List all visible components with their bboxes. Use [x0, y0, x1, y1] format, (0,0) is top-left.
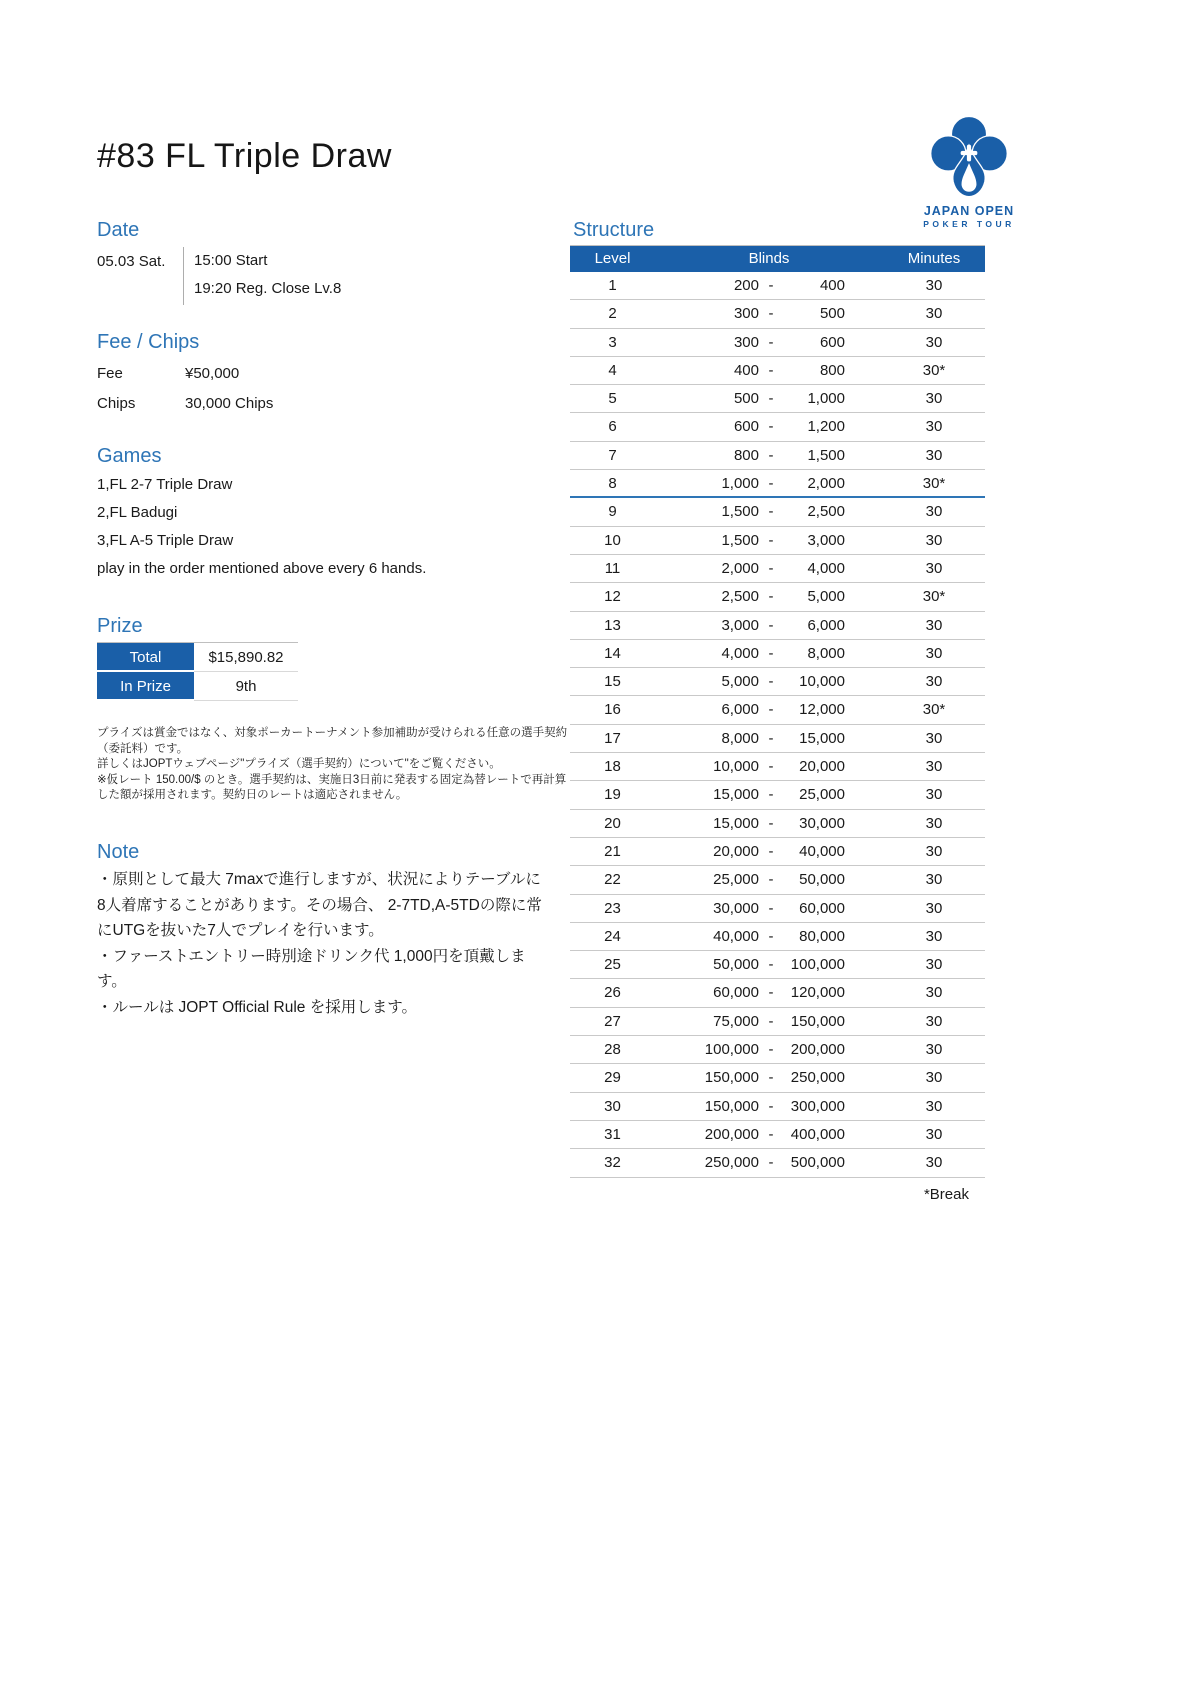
level-cell: 6	[608, 418, 617, 436]
minutes-cell: 30	[925, 786, 943, 804]
date-body	[97, 247, 557, 305]
big-blind-value: 60,000	[799, 899, 845, 917]
blinds-cell	[655, 951, 883, 978]
structure-table-body	[570, 272, 985, 1178]
blinds-cell	[655, 1121, 883, 1148]
page-title: #83 FL Triple Draw	[97, 137, 392, 175]
blinds-dash: -	[768, 390, 774, 408]
minutes-cell: 30	[925, 673, 943, 691]
structure-row	[570, 385, 985, 413]
minutes-cell: 30	[925, 927, 943, 945]
small-blind-value: 8,000	[721, 729, 759, 747]
logo-text-poker-tour: POKER TOUR	[923, 219, 1015, 229]
big-blind-value: 30,000	[799, 814, 845, 832]
minutes-cell: 30	[925, 729, 943, 747]
game-item: 2,FL Badugi	[97, 504, 178, 521]
blinds-dash: -	[768, 305, 774, 323]
level-cell: 9	[608, 503, 617, 521]
structure-row	[570, 725, 985, 753]
small-blind-value: 400	[733, 361, 759, 379]
level-cell: 3	[608, 333, 617, 351]
prize-table	[97, 642, 298, 701]
fee-row	[97, 358, 517, 388]
small-blind-value: 6,000	[721, 701, 759, 719]
minutes-cell: 30	[925, 305, 943, 323]
big-blind-value: 15,000	[799, 729, 845, 747]
structure-row	[570, 498, 985, 526]
blinds-cell	[655, 442, 883, 469]
small-blind-value: 5,000	[721, 673, 759, 691]
blinds-cell	[655, 1064, 883, 1091]
column-header-level: Level	[594, 250, 631, 267]
structure-row	[570, 272, 985, 300]
level-cell: 27	[604, 1012, 621, 1030]
chips-row	[97, 388, 517, 418]
big-blind-value: 1,000	[807, 390, 845, 408]
structure-row	[570, 1008, 985, 1036]
level-cell: 18	[604, 758, 621, 776]
big-blind-value: 500	[819, 305, 845, 323]
structure-row	[570, 696, 985, 724]
blinds-dash: -	[768, 673, 774, 691]
big-blind-value: 300,000	[790, 1097, 845, 1115]
big-blind-value: 2,500	[807, 503, 845, 521]
structure-row	[570, 612, 985, 640]
level-cell: 10	[604, 531, 621, 549]
date-heading: Date	[97, 219, 140, 241]
blinds-dash: -	[768, 475, 774, 493]
blinds-cell	[655, 527, 883, 554]
big-blind-value: 600	[819, 333, 845, 351]
blinds-cell	[655, 979, 883, 1006]
small-blind-value: 4,000	[721, 644, 759, 662]
blinds-dash: -	[768, 1125, 774, 1143]
disclaimer-paragraph: 詳しくはJOPTウェブページ"プライズ（選手契約）について"をご覧ください。	[97, 758, 501, 770]
small-blind-value: 20,000	[713, 842, 759, 860]
minutes-cell: 30	[925, 390, 943, 408]
blinds-dash: -	[768, 277, 774, 294]
chips-value: 30,000 Chips	[185, 394, 274, 412]
prize-section	[97, 614, 397, 701]
note-item: ・原則として最大 7maxで進行しますが、状況によりテーブルに 8人着席することがあります。その場合、 2-7TD,A-5TDの際に常にUTGを抜いた7人でプレイを行います。	[97, 871, 542, 939]
minutes-cell: 30	[925, 899, 943, 917]
date-section	[97, 218, 557, 305]
structure-row	[570, 951, 985, 979]
blinds-dash: -	[768, 588, 774, 606]
structure-row	[570, 300, 985, 328]
structure-row	[570, 1149, 985, 1177]
blinds-cell	[655, 498, 883, 525]
prize-row	[97, 672, 298, 701]
small-blind-value: 200	[733, 277, 759, 294]
prize-row	[97, 643, 298, 672]
minutes-cell: 30	[925, 333, 943, 351]
blinds-dash: -	[768, 531, 774, 549]
blinds-dash: -	[768, 984, 774, 1002]
minutes-cell: 30	[925, 1097, 943, 1115]
small-blind-value: 75,000	[713, 1012, 759, 1030]
game-item: 1,FL 2-7 Triple Draw	[97, 476, 233, 493]
big-blind-value: 2,000	[807, 475, 845, 493]
blinds-cell	[655, 329, 883, 356]
blinds-cell	[655, 357, 883, 384]
prize-row-value: 9th	[194, 672, 298, 701]
blinds-cell	[655, 838, 883, 865]
note-heading: Note	[97, 841, 140, 863]
blinds-dash: -	[768, 899, 774, 917]
level-cell: 17	[604, 729, 621, 747]
structure-row	[570, 866, 985, 894]
prize-row-label: Total	[97, 643, 194, 672]
blinds-cell	[655, 668, 883, 695]
big-blind-value: 4,000	[807, 559, 845, 577]
structure-row	[570, 838, 985, 866]
blinds-cell	[655, 612, 883, 639]
structure-row	[570, 753, 985, 781]
small-blind-value: 15,000	[713, 814, 759, 832]
structure-row	[570, 668, 985, 696]
structure-row	[570, 470, 985, 498]
game-item: 3,FL A-5 Triple Draw	[97, 532, 234, 549]
blinds-cell	[655, 725, 883, 752]
chips-label: Chips	[97, 394, 136, 412]
minutes-cell: 30	[925, 559, 943, 577]
structure-row	[570, 555, 985, 583]
big-blind-value: 80,000	[799, 927, 845, 945]
structure-section	[570, 218, 985, 1203]
minutes-cell: 30	[925, 984, 943, 1002]
big-blind-value: 12,000	[799, 701, 845, 719]
blinds-cell	[655, 385, 883, 412]
blinds-dash: -	[768, 871, 774, 889]
big-blind-value: 400	[819, 277, 845, 294]
minutes-cell: 30	[925, 1125, 943, 1143]
blinds-cell	[655, 640, 883, 667]
level-cell: 29	[604, 1069, 621, 1087]
minutes-cell: 30*	[922, 361, 946, 379]
big-blind-value: 800	[819, 361, 845, 379]
big-blind-value: 20,000	[799, 758, 845, 776]
structure-row	[570, 357, 985, 385]
blinds-cell	[655, 1008, 883, 1035]
small-blind-value: 2,000	[721, 559, 759, 577]
small-blind-value: 15,000	[713, 786, 759, 804]
date-times	[184, 247, 341, 305]
minutes-cell: 30	[925, 644, 943, 662]
level-cell: 14	[604, 644, 621, 662]
blinds-dash: -	[768, 559, 774, 577]
small-blind-value: 40,000	[713, 927, 759, 945]
level-cell: 24	[604, 927, 621, 945]
blinds-dash: -	[768, 1154, 774, 1172]
minutes-cell: 30	[925, 277, 943, 294]
small-blind-value: 500	[733, 390, 759, 408]
blinds-dash: -	[768, 1069, 774, 1087]
small-blind-value: 150,000	[704, 1097, 759, 1115]
blinds-dash: -	[768, 361, 774, 379]
big-blind-value: 500,000	[790, 1154, 845, 1172]
minutes-cell: 30	[925, 531, 943, 549]
big-blind-value: 8,000	[807, 644, 845, 662]
disclaimer-paragraph: プライズは賞金ではなく、対象ポーカートーナメント参加補助が受けられる任意の選手契約（委託料）です。	[97, 727, 568, 755]
blinds-dash: -	[768, 418, 774, 436]
blinds-cell	[655, 413, 883, 440]
game-item: play in the order mentioned above every 6 hands.	[97, 560, 427, 577]
level-cell: 23	[604, 899, 621, 917]
column-header-blinds: Blinds	[748, 250, 790, 267]
blinds-dash: -	[768, 503, 774, 521]
minutes-cell: 30	[925, 1069, 943, 1087]
small-blind-value: 30,000	[713, 899, 759, 917]
level-cell: 20	[604, 814, 621, 832]
structure-row	[570, 442, 985, 470]
structure-row	[570, 527, 985, 555]
fee-chips-rows	[97, 358, 517, 418]
minutes-cell: 30*	[922, 475, 946, 493]
big-blind-value: 25,000	[799, 786, 845, 804]
minutes-cell: 30	[925, 418, 943, 436]
level-cell: 13	[604, 616, 621, 634]
blinds-dash: -	[768, 333, 774, 351]
blinds-cell	[655, 895, 883, 922]
minutes-cell: 30	[925, 1041, 943, 1059]
blinds-dash: -	[768, 1041, 774, 1059]
note-item: ・ファーストエントリー時別途ドリンク代 1,000円を頂戴します。	[97, 947, 526, 990]
level-cell: 12	[604, 588, 621, 606]
level-cell: 25	[604, 956, 621, 974]
prize-row-value: $15,890.82	[194, 643, 298, 672]
minutes-cell: 30	[925, 1012, 943, 1030]
big-blind-value: 5,000	[807, 588, 845, 606]
big-blind-value: 100,000	[790, 956, 845, 974]
fee-chips-heading: Fee / Chips	[97, 331, 200, 353]
date-value: 05.03 Sat.	[97, 253, 166, 270]
big-blind-value: 250,000	[790, 1069, 845, 1087]
level-cell: 8	[608, 475, 617, 493]
fee-label: Fee	[97, 364, 123, 382]
small-blind-value: 250,000	[704, 1154, 759, 1172]
blinds-cell	[655, 1093, 883, 1120]
big-blind-value: 120,000	[790, 984, 845, 1002]
level-cell: 31	[604, 1125, 621, 1143]
big-blind-value: 10,000	[799, 673, 845, 691]
small-blind-value: 800	[733, 446, 759, 464]
level-cell: 22	[604, 871, 621, 889]
small-blind-value: 300	[733, 305, 759, 323]
minutes-cell: 30	[925, 814, 943, 832]
blinds-dash: -	[768, 927, 774, 945]
fee-chips-section	[97, 330, 517, 418]
structure-row	[570, 923, 985, 951]
blinds-dash: -	[768, 1097, 774, 1115]
minutes-cell: 30	[925, 871, 943, 889]
structure-row	[570, 1093, 985, 1121]
start-time: 15:00 Start	[194, 252, 268, 269]
structure-row	[570, 810, 985, 838]
level-cell: 19	[604, 786, 621, 804]
minutes-cell: 30*	[922, 588, 946, 606]
small-blind-value: 1,000	[721, 475, 759, 493]
minutes-cell: 30	[925, 1154, 943, 1172]
level-cell: 16	[604, 701, 621, 719]
level-cell: 32	[604, 1154, 621, 1172]
blinds-cell	[655, 810, 883, 837]
small-blind-value: 1,500	[721, 531, 759, 549]
blinds-cell	[655, 1149, 883, 1176]
small-blind-value: 50,000	[713, 956, 759, 974]
minutes-cell: 30	[925, 446, 943, 464]
small-blind-value: 600	[733, 418, 759, 436]
small-blind-value: 60,000	[713, 984, 759, 1002]
big-blind-value: 1,500	[807, 446, 845, 464]
blinds-dash: -	[768, 616, 774, 634]
small-blind-value: 200,000	[704, 1125, 759, 1143]
blinds-cell	[655, 753, 883, 780]
structure-heading: Structure	[573, 219, 655, 241]
blinds-cell	[655, 781, 883, 808]
structure-row	[570, 413, 985, 441]
blinds-dash: -	[768, 956, 774, 974]
minutes-cell: 30*	[922, 701, 946, 719]
structure-table	[570, 245, 985, 1178]
blinds-dash: -	[768, 786, 774, 804]
structure-row	[570, 1121, 985, 1149]
small-blind-value: 100,000	[704, 1041, 759, 1059]
note-item: ・ルールは JOPT Official Rule を採用します。	[97, 998, 417, 1016]
logo-text-japan-open: JAPAN OPEN	[923, 204, 1015, 218]
big-blind-value: 400,000	[790, 1125, 845, 1143]
blinds-cell	[655, 583, 883, 610]
small-blind-value: 1,500	[721, 503, 759, 521]
fee-value: ¥50,000	[185, 364, 240, 382]
minutes-cell: 30	[925, 842, 943, 860]
minutes-cell: 30	[925, 758, 943, 776]
structure-row	[570, 781, 985, 809]
small-blind-value: 10,000	[713, 758, 759, 776]
blinds-dash: -	[768, 644, 774, 662]
big-blind-value: 3,000	[807, 531, 845, 549]
prize-heading: Prize	[97, 615, 143, 637]
blinds-cell	[655, 272, 883, 299]
level-cell: 5	[608, 390, 617, 408]
disclaimer-paragraph: ※仮レート 150.00/$ のとき。選手契約は、実施日3日前に発表する固定為替レートで再計算した額が採用されます。契約日のレートは適応されません。	[97, 773, 567, 801]
small-blind-value: 2,500	[721, 588, 759, 606]
club-logo-icon	[925, 112, 1013, 202]
blinds-cell	[655, 300, 883, 327]
level-cell: 26	[604, 984, 621, 1002]
minutes-cell: 30	[925, 956, 943, 974]
level-cell: 21	[604, 842, 621, 860]
structure-row	[570, 640, 985, 668]
jopt-logo	[903, 112, 1035, 229]
blinds-dash: -	[768, 701, 774, 719]
column-header-minutes: Minutes	[907, 250, 961, 267]
small-blind-value: 25,000	[713, 871, 759, 889]
level-cell: 11	[604, 559, 621, 577]
blinds-dash: -	[768, 1012, 774, 1030]
structure-row	[570, 895, 985, 923]
structure-row	[570, 1036, 985, 1064]
structure-row	[570, 1064, 985, 1092]
blinds-dash: -	[768, 842, 774, 860]
blinds-cell	[655, 923, 883, 950]
blinds-dash: -	[768, 814, 774, 832]
minutes-cell: 30	[925, 616, 943, 634]
games-list	[97, 471, 557, 583]
level-cell: 1	[608, 277, 617, 294]
structure-row	[570, 329, 985, 357]
minutes-cell: 30	[925, 503, 943, 521]
blinds-cell	[655, 470, 883, 496]
games-heading: Games	[97, 445, 162, 467]
level-cell: 30	[604, 1097, 621, 1115]
small-blind-value: 3,000	[721, 616, 759, 634]
level-cell: 2	[608, 305, 617, 323]
level-cell: 28	[604, 1041, 621, 1059]
prize-row-label: In Prize	[97, 672, 194, 701]
blinds-cell	[655, 866, 883, 893]
big-blind-value: 6,000	[807, 616, 845, 634]
big-blind-value: 200,000	[790, 1041, 845, 1059]
blinds-cell	[655, 696, 883, 723]
blinds-dash: -	[768, 758, 774, 776]
small-blind-value: 300	[733, 333, 759, 351]
big-blind-value: 50,000	[799, 871, 845, 889]
structure-row	[570, 979, 985, 1007]
level-cell: 15	[604, 673, 621, 691]
small-blind-value: 150,000	[704, 1069, 759, 1087]
prize-disclaimer	[97, 726, 571, 804]
blinds-cell	[655, 555, 883, 582]
blinds-dash: -	[768, 446, 774, 464]
games-section	[97, 444, 557, 583]
structure-row	[570, 583, 985, 611]
level-cell: 4	[608, 361, 617, 379]
level-cell: 7	[608, 446, 617, 464]
reg-close-time: 19:20 Reg. Close Lv.8	[194, 280, 342, 297]
big-blind-value: 40,000	[799, 842, 845, 860]
big-blind-value: 150,000	[790, 1012, 845, 1030]
blinds-dash: -	[768, 729, 774, 747]
big-blind-value: 1,200	[807, 418, 845, 436]
break-footnote: *Break	[923, 1185, 969, 1203]
note-section	[97, 840, 549, 1020]
note-list	[97, 867, 549, 1020]
blinds-cell	[655, 1036, 883, 1063]
structure-header-row	[570, 246, 985, 272]
